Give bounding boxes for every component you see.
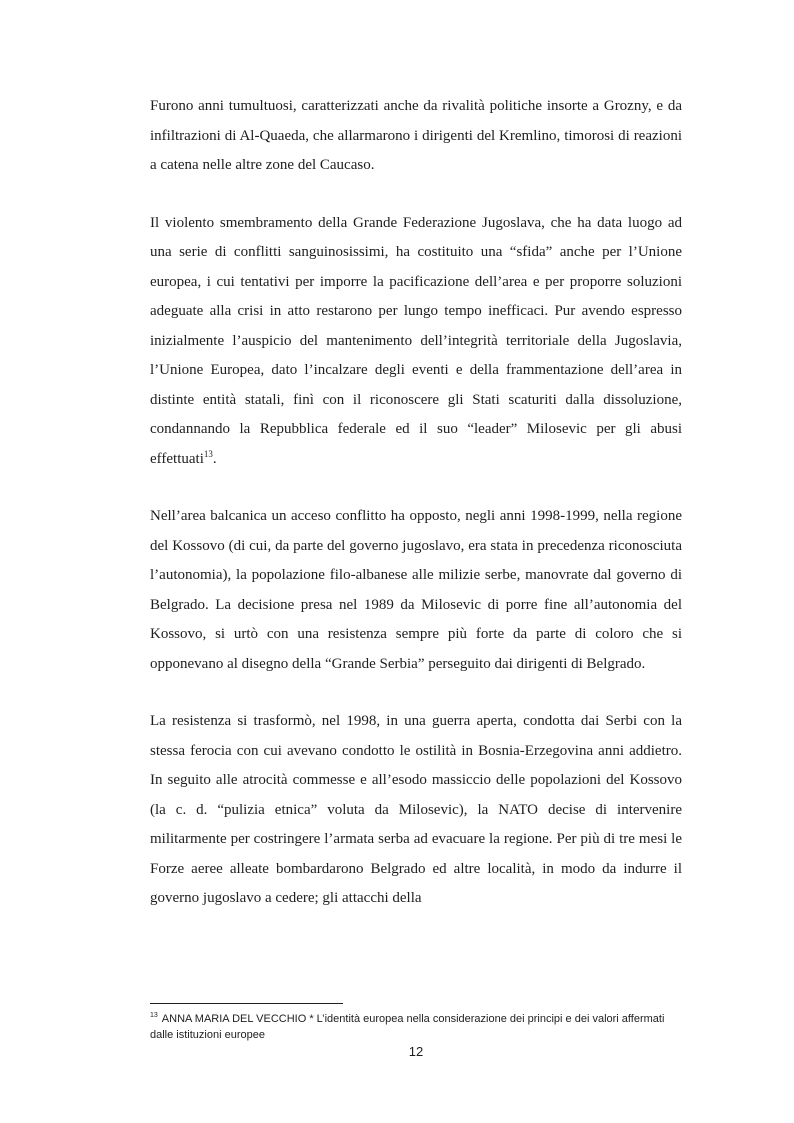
paragraph: Furono anni tumultuosi, caratterizzati anche da rivalità politiche insorte a Grozny, e da infiltrazioni di Al-Quaeda, che allarmarono i dirigenti del Kremlino, timorosi di reazioni a catena nelle altre zone del Caucaso. [150,98,682,173]
paragraph-text: Il violento smembramento della Grande Federazione Jugoslava, che ha data luogo ad una serie di conflitti sanguinosissimi, ha costituito una “sfida” anche per l’Unione europea, i cui tentativi per imporre la pacificazione dell’area e per proporre soluzioni adeguate alla crisi in atto restarono per lungo tempo inefficaci. Pur avendo espresso inizialmente l’auspicio del mantenimento dell’integrità territoriale della Jugoslavia, l’Unione Europea, dato l’incalzare degli eventi e della frammentazione dell’area in distinte entità statali, finì con il riconoscere gli Stati scaturiti dalla dissoluzione, condannando la Repubblica federale ed il suo “leader” Milosevic per gli abusi effettuati [150,214,682,467]
paragraph: La resistenza si trasformò, nel 1998, in una guerra aperta, condotta dai Serbi con la stessa ferocia con cui avevano condotto le ostilità in Bosnia-Erzegovina anni addietro. In seguito alle atrocità commesse e all’esodo massiccio delle popolazioni del Kossovo (la c. d. “pulizia etnica” voluta da Milosevic), la NATO decise di intervenire militarmente per costringere l’armata serba ad evacuare la regione. Per più di tre mesi le Forze aeree alleate bombardarono Belgrado ed altre località, in modo da indurre il governo jugoslavo a cedere; gli attacchi della [150,713,682,906]
paragraph: Il violento smembramento della Grande Federazione Jugoslava, che ha data luogo ad una serie di conflitti sanguinosissimi, ha costituito una “sfida” anche per l’Unione europea, i cui tentativi per imporre la pacificazione dell’area e per proporre soluzioni adeguate alla crisi in atto restarono per lungo tempo inefficaci. Pur avendo espresso inizialmente l’auspicio del mantenimento dell’integrità territoriale della Jugoslavia, l’Unione Europea, dato l’incalzare degli eventi e della frammentazione dell’area in distinte entità statali, finì con il riconoscere gli Stati scaturiti dalla dissoluzione, condannando la Repubblica federale ed il suo “leader” Milosevic per gli abusi effettuati$^{13}$. [150,214,682,467]
footnote-number: 13 [150,1012,158,1020]
page-number: 12 [408,1044,424,1059]
paragraph: Nell’area balcanica un acceso conflitto ha opposto, negli anni 1998-1999, nella regione del Kossovo (di cui, da parte del governo jugoslavo, era stata in precedenza riconosciuta l’autonomia), la popolazione filo-albanese alle milizie serbe, manovrate dal governo di Belgrado. La decisione presa nel 1989 da Milosevic di porre fine all’autonomia del Kossovo, si urtò con una resistenza sempre più forte da parte di coloro che si opponevano al disegno della “Grande Serbia” perseguito dai dirigenti di Belgrado. [150,508,682,672]
footnote-text: ANNA MARIA DEL VECCHIO * L’identità europea nella considerazione dei principi e dei valori affermati dalle istituzioni europee [150,1013,665,1041]
body-text [150,92,682,942]
footnote [150,1011,682,1043]
footnote-reference[interactable]: 13 [203,448,213,459]
footnote-divider [150,1003,343,1004]
